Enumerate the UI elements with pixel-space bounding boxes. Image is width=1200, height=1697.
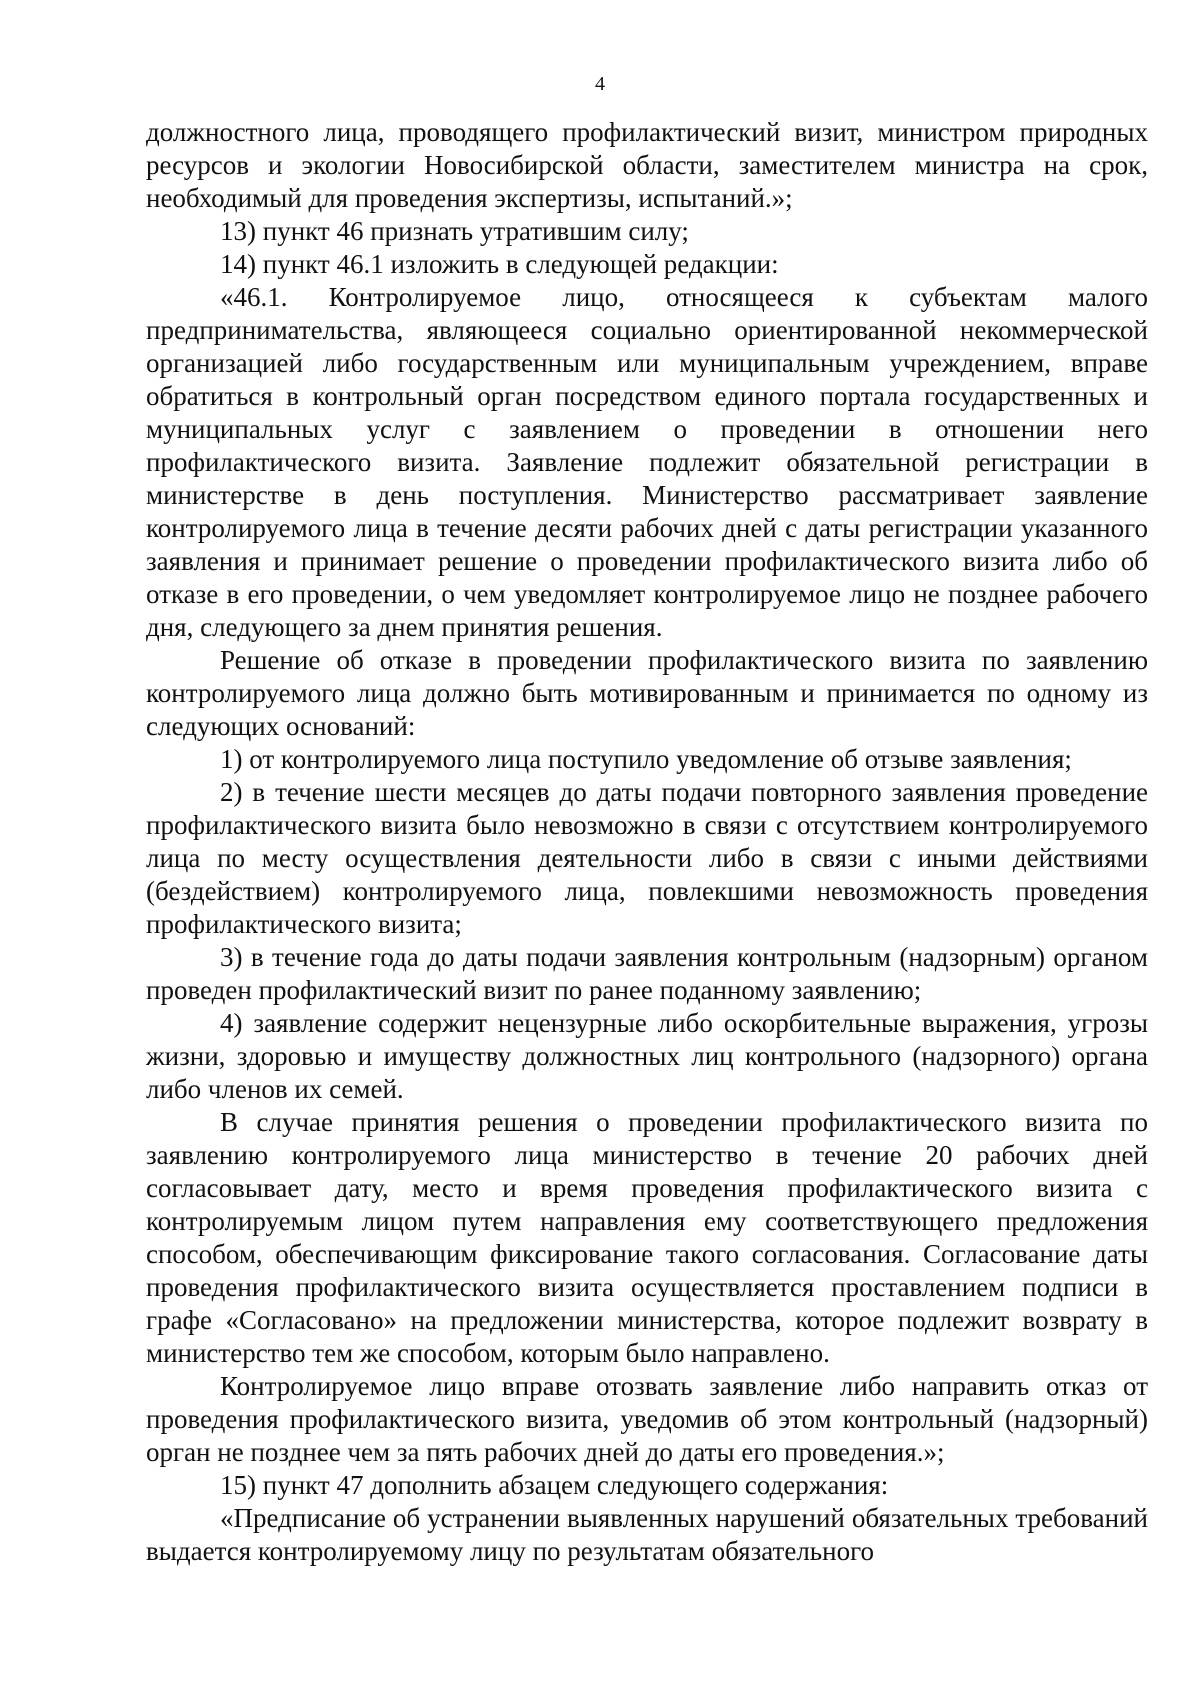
paragraph-withdrawal: Контролируемое лицо вправе отозвать заявление либо направить отказ от проведения профилактического визита, уведомив об этом контрольный (надзорный) орган не позднее чем за пять рабочих дней до даты его проведения.»; — [146, 1371, 1148, 1467]
paragraph-ground-1: 1) от контролируемого лица поступило уведомление об отзыве заявления; — [220, 744, 1072, 774]
paragraph-item-13: 13) пункт 46 признать утратившим силу; — [220, 216, 689, 246]
paragraph-item-15: 15) пункт 47 дополнить абзацем следующего содержания: — [220, 1470, 889, 1500]
page-number: 4 — [595, 73, 605, 95]
paragraph-point-46-1: «46.1. Контролируемое лицо, относящееся к субъектам малого предпринимательства, являющееся социально ориентированной некоммерческой организацией либо государственным или муниципальным учреждением, вправе обратиться в контрольный орган посредством единого портала государственных и муниципальных услуг с заявлением о проведении в отношении него профилактического визита. Заявление подлежит обязательной регистрации в министерстве в день поступления. Министерство рассматривает заявление контролируемого лица в течение десяти рабочих дней с даты регистрации указанного заявления и принимает решение о проведении профилактического визита либо об отказе в его проведении, о чем уведомляет контролируемое лицо не позднее рабочего дня, следующего за днем принятия решения. — [146, 282, 1148, 642]
paragraph-approval-procedure: В случае принятия решения о проведении профилактического визита по заявлению контролируемого лица министерство в течение 20 рабочих дней согласовывает дату, место и время проведения профилактического визита с контролируемым лицом путем направления ему соответствующего предложения способом, обеспечивающим фиксирование такого согласования. Согласование даты проведения профилактического визита осуществляется проставлением подписи в графе «Согласовано» на предложении министерства, которое подлежит возврату в министерство тем же способом, которым было направлено. — [146, 1107, 1148, 1368]
paragraph-ground-4: 4) заявление содержит нецензурные либо оскорбительные выражения, угрозы жизни, здоровью и имуществу должностных лиц контрольного (надзорного) органа либо членов их семей. — [146, 1008, 1148, 1104]
document-body — [146, 116, 1148, 1568]
paragraph-continuation: должностного лица, проводящего профилактический визит, министром природных ресурсов и экологии Новосибирской области, заместителем министра на срок, необходимый для проведения экспертизы, испытаний.»; — [146, 117, 1148, 213]
paragraph-order-text: «Предписание об устранении выявленных нарушений обязательных требований выдается контролируемому лицу по результатам обязательного — [146, 1503, 1148, 1566]
paragraph-ground-3: 3) в течение года до даты подачи заявления контрольным (надзорным) органом проведен профилактический визит по ранее поданному заявлению; — [146, 942, 1148, 1005]
paragraph-refusal-decision: Решение об отказе в проведении профилактического визита по заявлению контролируемого лица должно быть мотивированным и принимается по одному из следующих оснований: — [146, 645, 1148, 741]
paragraph-item-14: 14) пункт 46.1 изложить в следующей редакции: — [220, 249, 779, 279]
paragraph-ground-2: 2) в течение шести месяцев до даты подачи повторного заявления проведение профилактического визита было невозможно в связи с отсутствием контролируемого лица по месту осуществления деятельности либо в связи с иными действиями (бездействием) контролируемого лица, повлекшими невозможность проведения профилактического визита; — [146, 777, 1148, 939]
